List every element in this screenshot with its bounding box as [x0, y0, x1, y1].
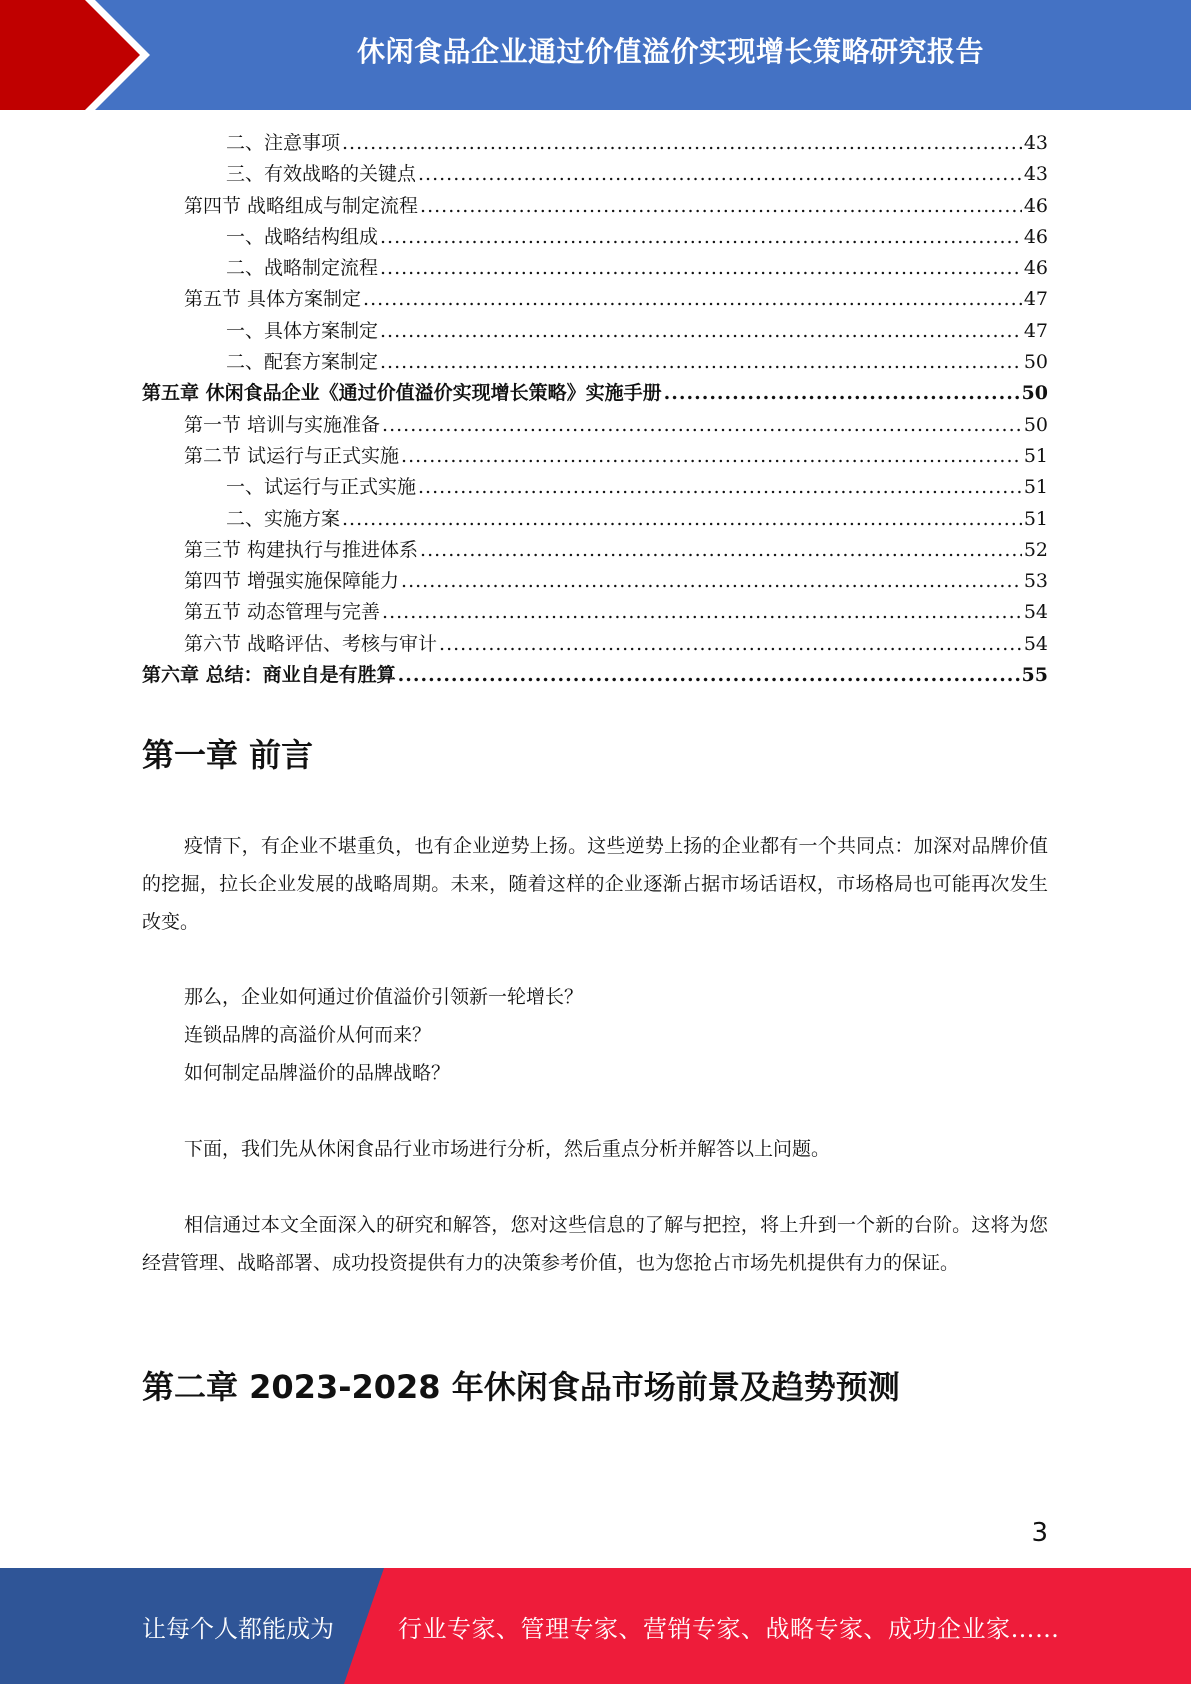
toc-leader-dots	[342, 504, 1022, 535]
toc-entry[interactable]	[142, 410, 1048, 441]
toc-leader-dots	[382, 410, 1022, 441]
intro-paragraph-2: 下面，我们先从休闲食品行业市场进行分析，然后重点分析并解答以上问题。	[184, 1138, 831, 1160]
toc-entry-page: 47	[1023, 288, 1048, 311]
footer-slogan-left: 让每个人都能成为	[142, 1614, 334, 1643]
intro-paragraph-1: 疫情下，有企业不堪重负，也有企业逆势上扬。这些逆势上扬的企业都有一个共同点：加深对品牌价值的挖掘，拉长企业发展的战略周期。未来，随着这样的企业逐渐占据市场话语权，市场格局也可能再次发生改变。	[142, 835, 1048, 933]
header-arrow-decoration	[0, 0, 160, 110]
toc-leader-dots	[363, 284, 1022, 315]
toc-entry-page: 51	[1023, 507, 1048, 530]
toc-entry[interactable]	[142, 191, 1048, 222]
toc-entry-page: 50	[1023, 351, 1048, 374]
toc-leader-dots	[398, 660, 1020, 691]
toc-entry[interactable]	[142, 128, 1048, 159]
toc-entry[interactable]	[142, 316, 1048, 347]
toc-entry-label: 一、试运行与正式实施	[226, 476, 417, 499]
toc-entry-label: 第二节 试运行与正式实施	[184, 444, 400, 467]
page-footer	[0, 1568, 1191, 1684]
toc-entry[interactable]	[142, 597, 1048, 628]
toc-entry-label: 第四节 增强实施保障能力	[184, 570, 400, 593]
toc-leader-dots	[401, 566, 1022, 597]
toc-entry-page: 51	[1023, 444, 1048, 467]
footer-slogan-right: 行业专家、管理专家、营销专家、战略专家、成功企业家……	[398, 1614, 1060, 1643]
toc-leader-dots	[420, 535, 1022, 566]
toc-leader-dots	[664, 378, 1020, 409]
table-of-contents	[142, 128, 1048, 691]
toc-leader-dots	[380, 222, 1022, 253]
toc-entry-label: 第五节 具体方案制定	[184, 288, 362, 311]
intro-paragraph-3: 相信通过本文全面深入的研究和解答，您对这些信息的了解与把控，将上升到一个新的台阶。这将为您经营管理、战略部署、成功投资提供有力的决策参考价值，也为您抢占市场先机提供有力的保证。	[142, 1214, 1048, 1274]
toc-entry-page: 46	[1023, 225, 1048, 248]
question-3: 如何制定品牌溢价的品牌战略？	[184, 1062, 451, 1084]
toc-entry-label: 第六章 总结：商业自是有胜算	[142, 664, 396, 687]
toc-entry-label: 第一节 培训与实施准备	[184, 413, 381, 436]
toc-leader-dots	[342, 128, 1022, 159]
toc-entry-label: 第三节 构建执行与推进体系	[184, 538, 419, 561]
toc-leader-dots	[380, 347, 1022, 378]
toc-entry-label: 二、配套方案制定	[226, 351, 379, 374]
toc-entry[interactable]	[142, 504, 1048, 535]
toc-leader-dots	[382, 597, 1022, 628]
toc-entry-label: 二、注意事项	[226, 132, 341, 154]
toc-entry-page: 52	[1023, 538, 1048, 561]
toc-entry-page: 46	[1023, 257, 1048, 280]
toc-entry-label: 一、具体方案制定	[226, 319, 379, 342]
chapter-2-heading: 第二章 2023-2028 年休闲食品市场前景及趋势预测	[142, 1368, 900, 1406]
toc-entry-label: 第五节 动态管理与完善	[184, 601, 381, 624]
toc-leader-dots	[418, 159, 1022, 190]
toc-entry[interactable]	[142, 441, 1048, 472]
toc-leader-dots	[439, 629, 1022, 660]
toc-entry[interactable]	[142, 629, 1048, 660]
toc-leader-dots	[401, 441, 1022, 472]
toc-entry-label: 二、实施方案	[226, 507, 341, 530]
toc-entry-label: 三、有效战略的关键点	[226, 163, 417, 186]
toc-entry[interactable]	[142, 284, 1048, 315]
toc-entry-page: 50	[1021, 382, 1048, 405]
toc-entry-page: 53	[1023, 570, 1048, 593]
toc-entry-page: 43	[1023, 163, 1048, 186]
toc-entry-page: 51	[1023, 476, 1048, 499]
toc-entry[interactable]	[142, 159, 1048, 190]
question-2: 连锁品牌的高溢价从何而来？	[184, 1024, 432, 1046]
toc-entry-label: 一、战略结构组成	[226, 225, 379, 248]
toc-entry-page: 46	[1023, 194, 1048, 217]
toc-entry-label: 二、战略制定流程	[226, 257, 379, 280]
toc-entry-label: 第四节 战略组成与制定流程	[184, 194, 419, 217]
toc-entry[interactable]	[142, 472, 1048, 503]
toc-entry[interactable]	[142, 566, 1048, 597]
report-title: 休闲食品企业通过价值溢价实现增长策略研究报告	[356, 35, 984, 68]
page-header	[0, 0, 1191, 110]
toc-entry[interactable]	[142, 222, 1048, 253]
page-number: 3	[1031, 1518, 1048, 1548]
toc-entry-page: 54	[1023, 632, 1048, 655]
toc-leader-dots	[380, 253, 1022, 284]
toc-leader-dots	[380, 316, 1022, 347]
toc-leader-dots	[420, 191, 1022, 222]
toc-leader-dots	[418, 472, 1022, 503]
toc-entry[interactable]	[142, 347, 1048, 378]
toc-entry-page: 54	[1023, 601, 1048, 624]
toc-entry-page: 55	[1021, 664, 1048, 687]
toc-entry-page: 43	[1023, 132, 1048, 154]
toc-entry[interactable]	[142, 535, 1048, 566]
question-1: 那么，企业如何通过价值溢价引领新一轮增长？	[184, 986, 584, 1008]
toc-entry[interactable]	[142, 378, 1048, 409]
toc-entry-page: 50	[1023, 413, 1048, 436]
toc-entry[interactable]	[142, 253, 1048, 284]
toc-entry-label: 第五章 休闲食品企业《通过价值溢价实现增长策略》实施手册	[142, 382, 662, 405]
toc-entry-page: 47	[1023, 319, 1048, 342]
chapter-1-heading: 第一章 前言	[142, 736, 314, 774]
toc-entry[interactable]	[142, 660, 1048, 691]
toc-entry-label: 第六节 战略评估、考核与审计	[184, 632, 438, 655]
